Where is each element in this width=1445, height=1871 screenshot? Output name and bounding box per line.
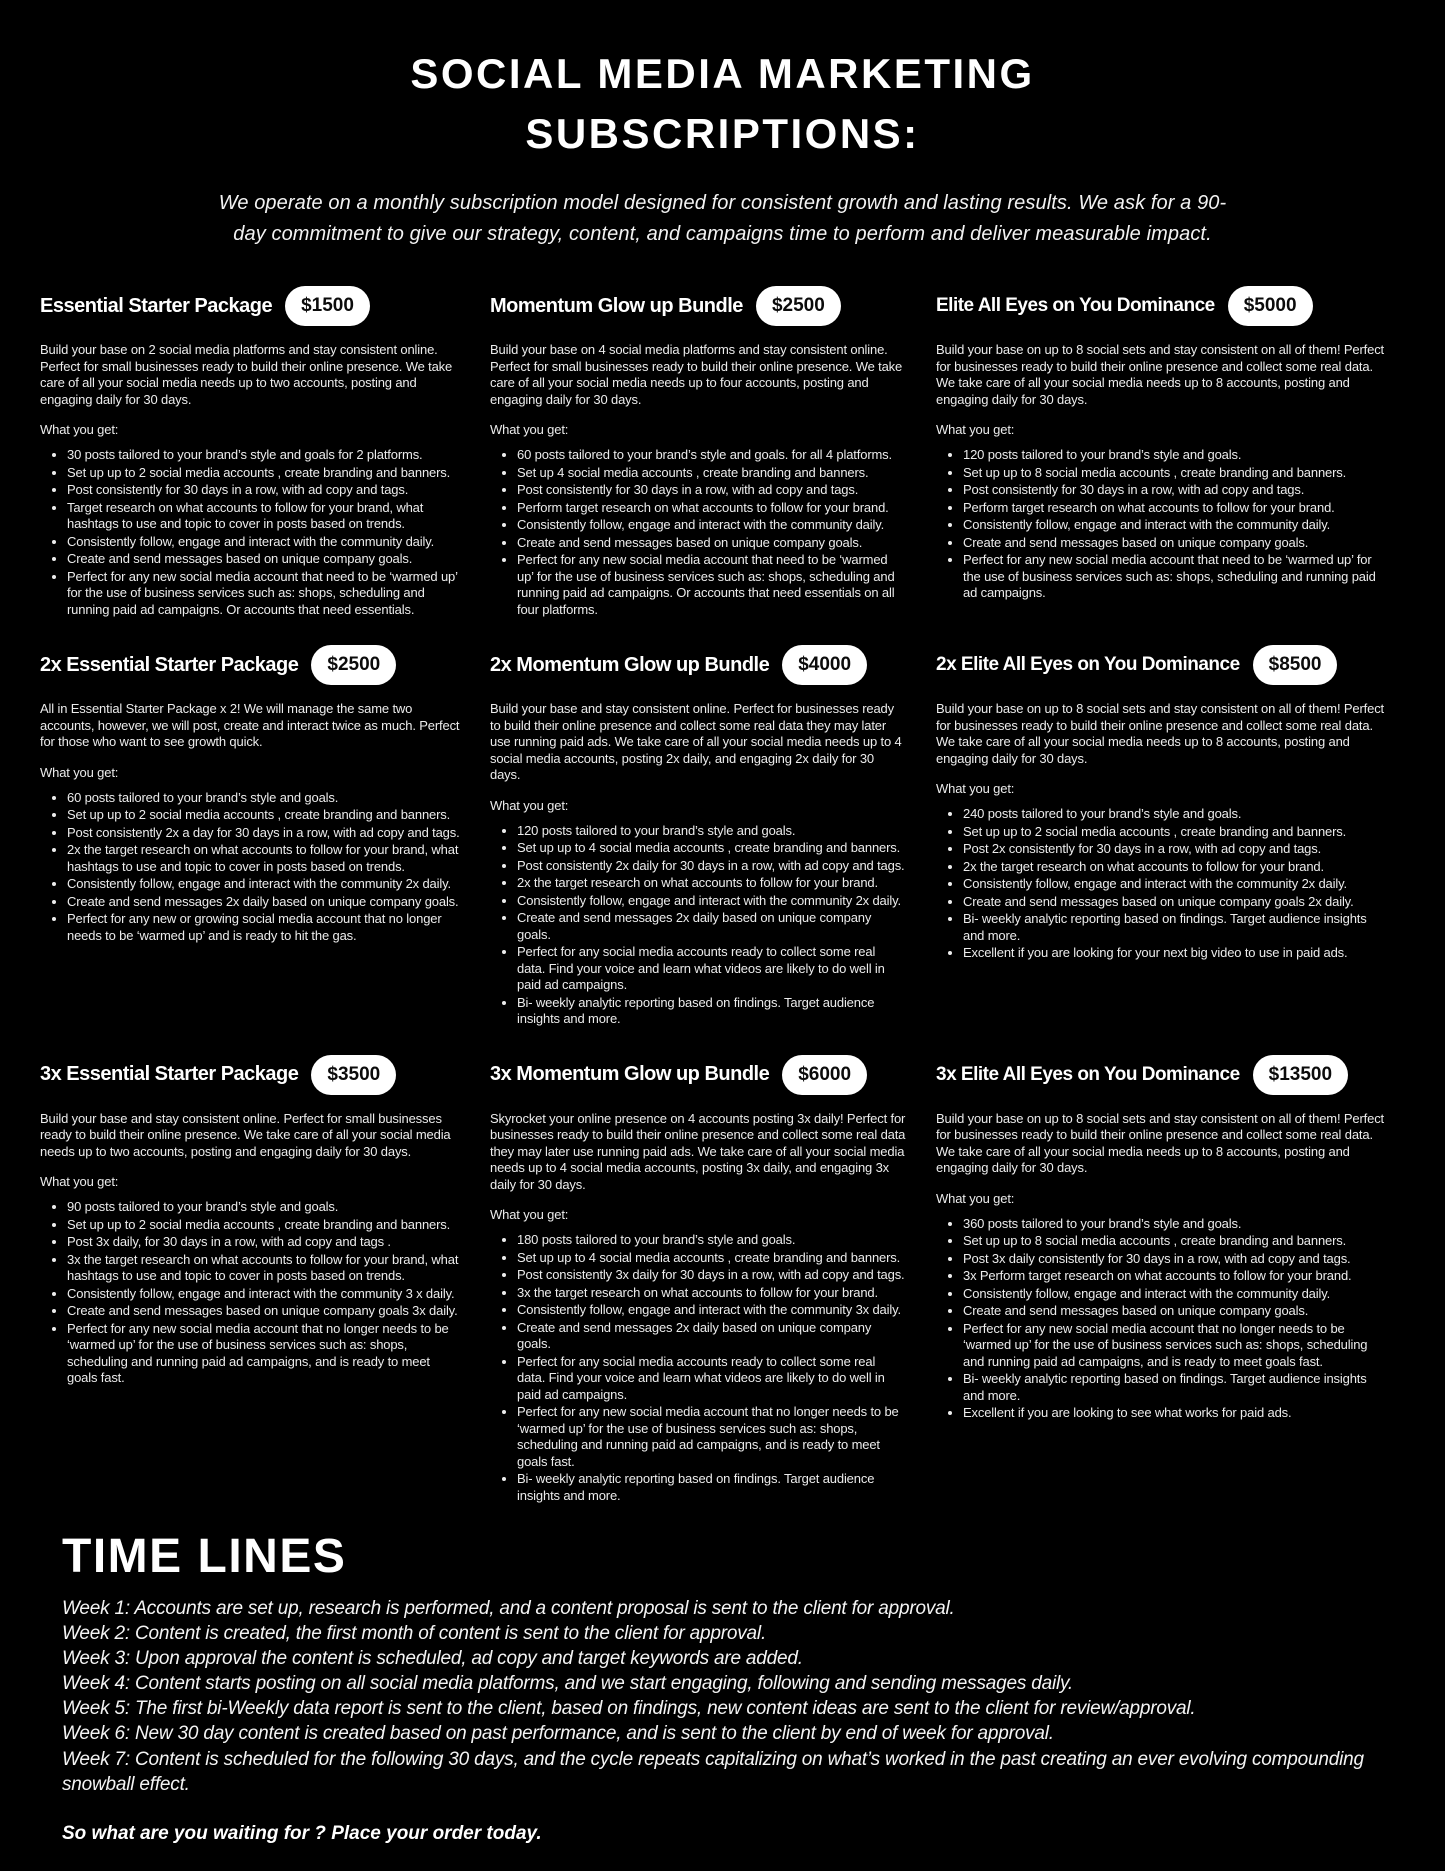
package-momentum-glow-up	[490, 280, 906, 619]
benefit-item: • 360 posts tailored to your brand’s style and goals.	[963, 1216, 1385, 1233]
benefit-item: • Create and send messages based on unique company goals.	[517, 535, 906, 552]
benefit-item: • Target research on what accounts to follow for your brand, what hashtags to use and topic to cover in posts based on trends.	[67, 500, 460, 533]
benefit-item: • Set up 4 social media accounts , create branding and banners.	[517, 465, 906, 482]
benefit-item: • 120 posts tailored to your brand’s style and goals.	[517, 823, 906, 840]
what-you-get-label: What you get:	[40, 422, 119, 438]
header	[0, 0, 1445, 250]
benefit-item: • 180 posts tailored to your brand’s style and goals.	[517, 1232, 906, 1249]
benefit-item: • Perfect for any new social media account that need to be ‘warmed up’ for the use of business services such as: shops, scheduling and running paid ad campaigns.	[963, 552, 1385, 602]
benefit-item: • Excellent if you are looking to see what works for paid ads.	[963, 1405, 1385, 1422]
package-header	[40, 1055, 460, 1095]
intro-paragraph: We operate on a monthly subscription model designed for consistent growth and lasting results. We ask for a 90-day commitment to give our strategy, content, and campaigns time to perform and deliver measurable impact.	[218, 192, 1227, 246]
benefit-item: • Create and send messages based on unique company goals.	[67, 551, 460, 568]
package-header	[40, 286, 460, 326]
benefit-item: • Perfect for any new social media account that need to be ‘warmed up’ for the use of business services such as: shops, scheduling and running paid ad campaigns. Or accounts that need essentials on all four platforms.	[517, 552, 906, 618]
package-title: 3x Essential Starter Package	[40, 1063, 299, 1086]
benefit-item: • Create and send messages 2x daily based on unique company goals.	[517, 910, 906, 943]
price-badge: $1500	[285, 286, 370, 326]
package-description: Build your base on 2 social media platforms and stay consistent online. Perfect for small businesses ready to build their online presence. We take care of all your social media needs up to two accounts, posting and engaging daily for 30 days.	[40, 342, 453, 407]
benefit-item: • Post consistently 2x daily for 30 days in a row, with ad copy and tags.	[517, 858, 906, 875]
benefit-item: • Post consistently 2x a day for 30 days in a row, with ad copy and tags.	[67, 825, 460, 842]
package-description: All in Essential Starter Package x 2! We will manage the same two accounts, however, we will post, create and interact twice as much. Perfect for those who want to see growth quick.	[40, 701, 460, 750]
price-badge: $8500	[1253, 645, 1338, 685]
price-badge: $4000	[782, 645, 867, 685]
benefit-item: • Create and send messages 2x daily based on unique company goals.	[67, 894, 460, 911]
benefit-item: • Bi- weekly analytic reporting based on findings. Target audience insights and more.	[517, 1471, 906, 1504]
benefit-item: • Set up up to 4 social media accounts , create branding and banners.	[517, 1250, 906, 1267]
benefit-item: • Consistently follow, engage and interact with the community 2x daily.	[963, 876, 1385, 893]
package-description: Build your base on up to 8 social sets and stay consistent on all of them! Perfect for businesses ready to build their online presence and collect some real data. We take care of all your social media needs up to 8 accounts, posting and engaging daily for 30 days.	[936, 701, 1385, 766]
benefit-item: • Post consistently for 30 days in a row, with ad copy and tags.	[67, 482, 460, 499]
what-you-get-label: What you get:	[936, 781, 1015, 797]
timeline-week: Week 7: Content is scheduled for the following 30 days, and the cycle repeats capitalizing on what’s worked in the past creating an ever evolving compounding snowball effect.	[62, 1748, 1364, 1795]
package-header	[490, 286, 906, 326]
benefit-item: • 30 posts tailored to your brand’s style and goals for 2 platforms.	[67, 447, 460, 464]
benefit-item: • 60 posts tailored to your brand’s style and goals.	[67, 790, 460, 807]
benefit-item: • Create and send messages based on unique company goals 2x daily.	[963, 894, 1385, 911]
package-header	[936, 286, 1385, 326]
package-benefits-list	[40, 790, 460, 945]
timelines-heading: TIME LINES	[62, 1530, 347, 1584]
price-badge: $2500	[311, 645, 396, 685]
title-line-2: SUBSCRIPTIONS:	[525, 110, 920, 158]
price-badge: $13500	[1253, 1055, 1348, 1095]
benefit-item: • Consistently follow, engage and interact with the community daily.	[517, 517, 906, 534]
package-benefits-list	[490, 447, 906, 618]
benefit-item: • Set up up to 2 social media accounts , create branding and banners.	[67, 1217, 460, 1234]
benefit-item: • 60 posts tailored to your brand’s style and goals. for all 4 platforms.	[517, 447, 906, 464]
package-2x-elite-dominance	[936, 639, 1385, 1029]
what-you-get-label: What you get:	[490, 1207, 569, 1223]
timelines-section	[0, 1525, 1445, 1845]
timeline-week: Week 3: Upon approval the content is scheduled, ad copy and target keywords are added.	[62, 1648, 803, 1670]
benefit-item: • Set up up to 2 social media accounts , create branding and banners.	[67, 465, 460, 482]
benefit-item: • Consistently follow, engage and interact with the community daily.	[67, 534, 460, 551]
benefit-item: • Bi- weekly analytic reporting based on findings. Target audience insights and more.	[963, 1371, 1385, 1404]
package-description: Build your base and stay consistent online. Perfect for businesses ready to build their online presence and collect some real data they may later use running paid ads. We take care of all your social media needs up to 4 social media accounts, posting 2x daily, and engaging 2x daily for 30 days.	[490, 701, 902, 783]
benefit-item: • 90 posts tailored to your brand’s style and goals.	[67, 1199, 460, 1216]
package-benefits-list	[936, 806, 1385, 962]
benefit-item: • Post consistently for 30 days in a row, with ad copy and tags.	[517, 482, 906, 499]
timeline-week: Week 2: Content is created, the first month of content is sent to the client for approval.	[62, 1623, 767, 1645]
benefit-item: • 3x the target research on what accounts to follow for your brand.	[517, 1285, 906, 1302]
what-you-get-label: What you get:	[490, 797, 569, 813]
benefit-item: • Consistently follow, engage and interact with the community 3 x daily.	[67, 1286, 460, 1303]
benefit-item: • 3x Perform target research on what accounts to follow for your brand.	[963, 1268, 1385, 1285]
benefit-item: • 3x the target research on what accounts to follow for your brand, what hashtags to use and topic to cover in posts based on trends.	[67, 1252, 460, 1285]
package-2x-essential-starter	[40, 639, 460, 1029]
timeline-week: Week 1: Accounts are set up, research is performed, and a content proposal is sent to the client for approval.	[62, 1598, 955, 1620]
package-benefits-list	[490, 1232, 906, 1504]
package-header	[490, 1055, 906, 1095]
timeline-week: Week 6: New 30 day content is created based on past performance, and is sent to the client by end of week for approval.	[62, 1723, 1054, 1745]
benefit-item: • 240 posts tailored to your brand’s style and goals.	[963, 806, 1385, 823]
benefit-item: • Create and send messages based on unique company goals.	[963, 1303, 1385, 1320]
package-title: Essential Starter Package	[40, 294, 273, 317]
package-benefits-list	[40, 447, 460, 618]
timeline-week: Week 5: The first bi-Weekly data report is sent to the client, based on findings, new content ideas are sent to the client for review/approval.	[62, 1698, 1196, 1720]
benefit-item: • Consistently follow, engage and interact with the community 2x daily.	[517, 893, 906, 910]
package-3x-elite-dominance	[936, 1049, 1385, 1506]
package-description: Build your base on up to 8 social sets and stay consistent on all of them! Perfect for businesses ready to build their online presence and collect some real data. We take care of all your social media needs up to 8 accounts, posting and engaging daily for 30 days.	[936, 342, 1385, 407]
benefit-item: • Bi- weekly analytic reporting based on findings. Target audience insights and more.	[517, 995, 906, 1028]
benefit-item: • Excellent if you are looking for your next big video to use in paid ads.	[963, 945, 1385, 962]
benefit-item: • Consistently follow, engage and interact with the community 3x daily.	[517, 1302, 906, 1319]
package-title: Momentum Glow up Bundle	[490, 294, 743, 317]
what-you-get-label: What you get:	[936, 422, 1015, 438]
benefit-item: • Perfect for any new social media account that no longer needs to be ‘warmed up’ for the use of business services such as: shops, scheduling and running paid ad campaigns, and is ready to meet goals fast.	[963, 1321, 1385, 1371]
benefit-item: • Bi- weekly analytic reporting based on findings. Target audience insights and more.	[963, 911, 1385, 944]
benefit-item: • Set up up to 4 social media accounts , create branding and banners.	[517, 840, 906, 857]
what-you-get-label: What you get:	[490, 422, 569, 438]
benefit-item: • 2x the target research on what accounts to follow for your brand.	[517, 875, 906, 892]
package-benefits-list	[40, 1199, 460, 1387]
package-title: Elite All Eyes on You Dominance	[936, 295, 1215, 317]
price-badge: $5000	[1228, 286, 1313, 326]
package-title: 3x Elite All Eyes on You Dominance	[936, 1063, 1240, 1085]
what-you-get-label: What you get:	[40, 764, 119, 780]
benefit-item: • Create and send messages 2x daily based on unique company goals.	[517, 1320, 906, 1353]
package-elite-dominance	[936, 280, 1385, 619]
benefit-item: • Post 3x daily, for 30 days in a row, with ad copy and tags .	[67, 1234, 460, 1251]
benefit-item: • Perform target research on what accounts to follow for your brand.	[517, 500, 906, 517]
what-you-get-label: What you get:	[40, 1174, 119, 1190]
package-3x-essential-starter	[40, 1049, 460, 1506]
benefit-item: • 2x the target research on what accounts to follow for your brand.	[963, 859, 1385, 876]
package-3x-momentum-glow-up	[490, 1049, 906, 1506]
benefit-item: • Consistently follow, engage and interact with the community daily.	[963, 1286, 1385, 1303]
benefit-item: • Create and send messages based on unique company goals.	[963, 535, 1385, 552]
page-title	[0, 44, 1445, 164]
package-2x-momentum-glow-up	[490, 639, 906, 1029]
package-title: 3x Momentum Glow up Bundle	[490, 1063, 770, 1086]
package-header	[40, 645, 460, 685]
order-cta: So what are you waiting for ? Place your order today.	[62, 1822, 542, 1844]
benefit-item: • Post consistently 3x daily for 30 days in a row, with ad copy and tags.	[517, 1267, 906, 1284]
benefit-item: • Perfect for any new social media account that need to be ‘warmed up’ for the use of business services such as: shops, scheduling and running paid ad campaigns. Or accounts that need essentials.	[67, 569, 460, 619]
price-badge: $3500	[311, 1055, 396, 1095]
benefit-item: • Create and send messages based on unique company goals 3x daily.	[67, 1303, 460, 1320]
benefit-item: • Post 3x daily consistently for 30 days in a row, with ad copy and tags.	[963, 1251, 1385, 1268]
benefit-item: • Post 2x consistently for 30 days in a row, with ad copy and tags.	[963, 841, 1385, 858]
package-title: 2x Elite All Eyes on You Dominance	[936, 654, 1240, 676]
benefit-item: • 120 posts tailored to your brand’s style and goals.	[963, 447, 1385, 464]
package-description: Build your base and stay consistent online. Perfect for small businesses ready to build their online presence. We take care of all your social media needs up to two accounts, posting and engaging daily for 30 days.	[40, 1110, 451, 1159]
benefit-item: • Set up up to 8 social media accounts , create branding and banners.	[963, 465, 1385, 482]
benefit-item: • Perfect for any social media accounts ready to collect some real data. Find your voice and learn what videos are likely to do well in paid ad campaigns.	[517, 944, 906, 994]
package-description: Build your base on 4 social media platforms and stay consistent online. Perfect for small businesses ready to build their online presence. We take care of all your social media needs up to four accounts, posting and engaging daily for 30 days.	[490, 342, 903, 407]
package-header	[936, 645, 1385, 685]
benefit-item: • Perform target research on what accounts to follow for your brand.	[963, 500, 1385, 517]
package-description: Build your base on up to 8 social sets and stay consistent on all of them! Perfect for businesses ready to build their online presence and collect some real data. We take care of all your social media needs up to 8 accounts, posting and engaging daily for 30 days.	[936, 1110, 1385, 1176]
title-line-1: SOCIAL MEDIA MARKETING	[410, 50, 1035, 97]
price-badge: $2500	[756, 286, 841, 326]
benefit-item: • Perfect for any new social media account that no longer needs to be ‘warmed up’ for the use of business services such as: shops, scheduling and running paid ad campaigns, and is ready to meet goals fast.	[67, 1321, 460, 1387]
package-benefits-list	[936, 447, 1385, 602]
package-title: 2x Essential Starter Package	[40, 653, 299, 676]
packages-grid	[0, 250, 1445, 1525]
package-essential-starter	[40, 280, 460, 619]
timeline-week: Week 4: Content starts posting on all social media platforms, and we start engaging, following and sending messages daily.	[62, 1673, 1073, 1695]
benefit-item: • Perfect for any new social media account that no longer needs to be ‘warmed up’ for the use of business services such as: shops, scheduling and running paid ad campaigns, and is ready to meet goals fast.	[517, 1404, 906, 1470]
package-benefits-list	[490, 823, 906, 1028]
benefit-item: • 2x the target research on what accounts to follow for your brand, what hashtags to use and topic to cover in posts based on trends.	[67, 842, 460, 875]
package-benefits-list	[936, 1216, 1385, 1422]
benefit-item: • Perfect for any new or growing social media account that no longer needs to be ‘warmed up’ and is ready to hit the gas.	[67, 911, 460, 944]
benefit-item: • Perfect for any social media accounts ready to collect some real data. Find your voice and learn what videos are likely to do well in paid ad campaigns.	[517, 1354, 906, 1404]
benefit-item: • Consistently follow, engage and interact with the community daily.	[963, 517, 1385, 534]
benefit-item: • Set up up to 2 social media accounts , create branding and banners.	[963, 824, 1385, 841]
package-description: Skyrocket your online presence on 4 accounts posting 3x daily! Perfect for businesses ready to build their online presence and collect some real data they may later use running paid ads. We take care of all your social media needs up to 4 social media accounts, posting 3x daily, and engaging 3x daily for 30 days.	[490, 1110, 906, 1192]
timeline-weeks	[62, 1596, 1405, 1797]
benefit-item: • Set up up to 2 social media accounts , create branding and banners.	[67, 807, 460, 824]
benefit-item: • Post consistently for 30 days in a row, with ad copy and tags.	[963, 482, 1385, 499]
price-badge: $6000	[782, 1055, 867, 1095]
package-header	[490, 645, 906, 685]
package-title: 2x Momentum Glow up Bundle	[490, 653, 770, 676]
what-you-get-label: What you get:	[936, 1190, 1015, 1206]
package-header	[936, 1055, 1385, 1095]
benefit-item: • Set up up to 8 social media accounts , create branding and banners.	[963, 1233, 1385, 1250]
benefit-item: • Consistently follow, engage and interact with the community 2x daily.	[67, 876, 460, 893]
